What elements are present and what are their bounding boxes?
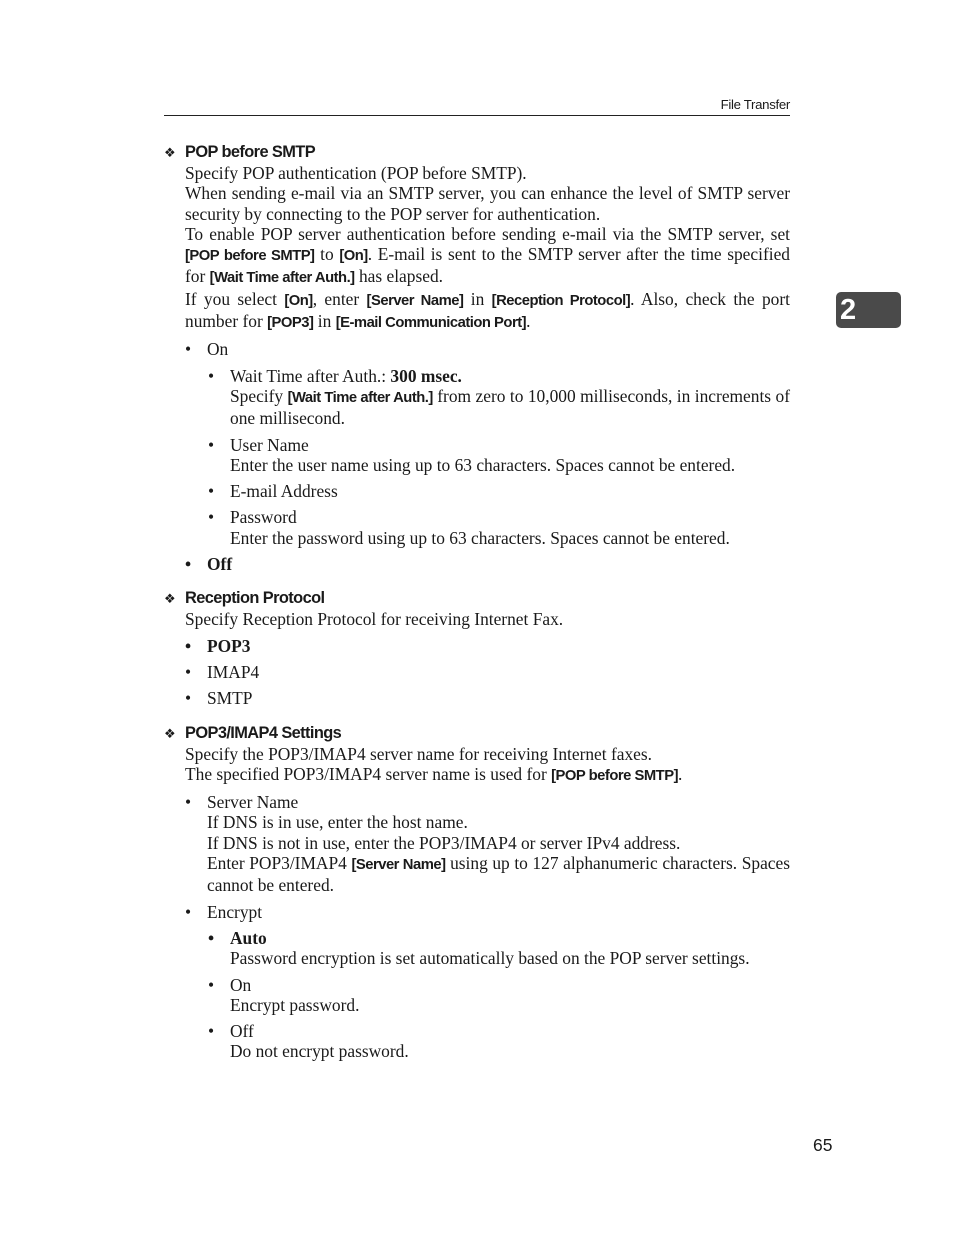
- list-item: • On: [185, 339, 229, 360]
- list-item: • POP3: [185, 635, 251, 656]
- list-item: • Wait Time after Auth.: 300 msec. Specify [Wait Time after Auth.] from zero to 10,000 milliseconds, in increments of one millisecond.: [208, 365, 790, 429]
- list-item: • E-mail Address: [208, 481, 338, 502]
- list-item: • Server Name If DNS is in use, enter the host name. If DNS is not in use, enter the POP3/IMAP4 or server IPv4 address. Enter POP3/IMAP4 [Server Name] using up to 127 alphanumeric characters. Spaces cannot be entered.: [185, 792, 791, 896]
- chapter-tab: [836, 292, 901, 328]
- list-item: • User Name Enter the user name using up to 63 characters. Spaces cannot be entered.: [208, 434, 736, 475]
- section-heading-pop-before-smtp: ❖ POP before SMTP: [164, 142, 790, 163]
- running-header: File Transfer: [720, 97, 790, 112]
- diamond-bullet-icon: ❖: [164, 146, 176, 161]
- section-heading-pop3-imap4-settings: ❖ POP3/IMAP4 Settings: [164, 723, 790, 744]
- list-item: • SMTP: [185, 688, 253, 709]
- list-item: • Password Enter the password using up to 63 characters. Spaces cannot be entered.: [208, 507, 730, 548]
- chapter-number: 2: [840, 294, 857, 326]
- header-rule: [164, 115, 790, 116]
- diamond-bullet-icon: ❖: [164, 592, 176, 608]
- list-item: • On Encrypt password.: [208, 974, 360, 1015]
- list-item: • Auto Password encryption is set automatically based on the POP server settings.: [208, 927, 750, 969]
- page-number: 65: [813, 1135, 833, 1155]
- section-heading-reception-protocol: ❖ Reception Protocol: [164, 588, 790, 609]
- select-on-paragraph: If you select [On], enter [Server Name] in [Reception Protocol]. Also, check the port number for [POP3] in [E-mail Communication Port].: [185, 288, 790, 332]
- list-item: • IMAP4: [185, 661, 260, 682]
- list-item: • Encrypt: [185, 901, 263, 922]
- pop-before-smtp-description: Specify POP authentication (POP before SMTP). When sending e-mail via an SMTP server, you can enhance the level of SMTP server security by connecting to the POP server for authentication. To enable POP server authentication before sending e-mail via the SMTP server, set [POP before SMTP] to [On]. E-mail is sent to the SMTP server after the time specified for [Wait Time after Auth.] has elapsed. If you select [On], enter [Server Name] in [Reception Protocol]. Also, check the port number for [POP3] in [E-mail Communication Port].: [185, 163, 790, 333]
- list-item: • Off: [185, 554, 233, 575]
- page-body: ❖ POP before SMTP Specify POP authentication (POP before SMTP). When sending e-mail via an SMTP server, you can enhance the level of SMTP server security by connecting to the POP server for authentication. To enable POP server authentication before sending e-mail via the SMTP server, set [POP before SMTP] to [On]. E-mail is sent to the SMTP server after the time specified for [Wait Time after Auth.] has elapsed. If you select [On], enter [Server Name] in [Reception Protocol]. Also, check the port number for [POP3] in [E-mail Communication Port]. • On • Wait Time after Auth.: 300 msec. Specify [Wait Time after Auth.] from zero to 10,000 milliseconds, in increments of one millisecond. • User Name Enter the user name using up to 63 characters. Spaces cannot be entered. • E-mail Address • Password Enter the password using up to 63 characters. Spaces cannot be entered. • Off ❖ Reception Protocol Specify Reception Protocol for receiving Internet Fax. • POP3 • IMAP4 • SMTP ❖ POP3/IMAP4 Settings Specify the POP3/IMAP4 server name for receiving Internet faxes. The specified POP3/IMAP4 server name is used for [POP before SMTP]. • Server Name If DNS is in use, enter the host name. If DNS is not in use, enter the POP3/IMAP4 or server IPv4 address. Enter POP3/IMAP4 [Server Name] using up to 127 alphanumeric characters. Spaces cannot be entered. • Encrypt • Auto Password encryption is set automatically based on the POP server settings. • On Encrypt password. • Off Do not encrypt password.: [164, 143, 791, 1062]
- diamond-bullet-icon: ❖: [164, 726, 176, 742]
- enable-paragraph: To enable POP server authentication before sending e-mail via the SMTP server, set [POP before SMTP] to [On]. E-mail is sent to the SMTP server after the time specified for [Wait Time after Auth.] has elapsed.: [185, 223, 790, 287]
- list-item: • Off Do not encrypt password.: [208, 1021, 409, 1062]
